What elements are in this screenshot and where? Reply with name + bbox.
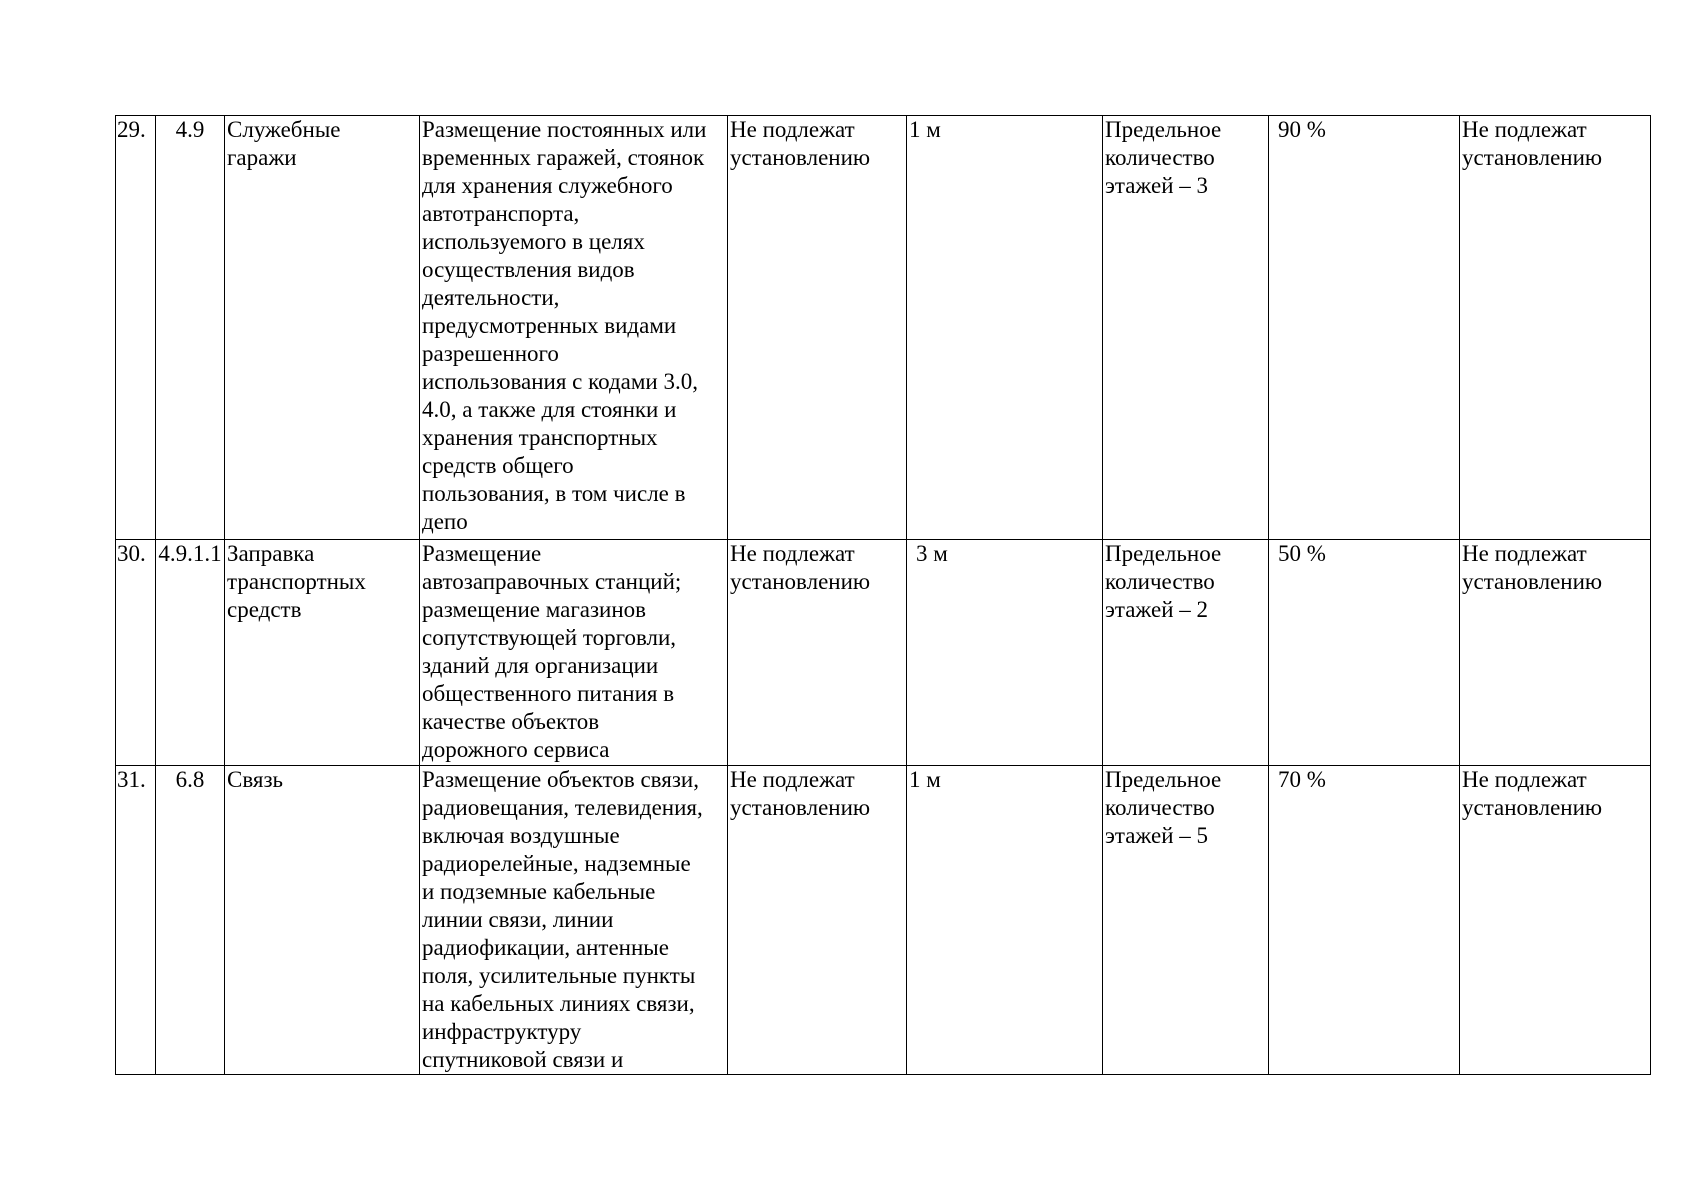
cell-col9: Не подлежат установлению — [1460, 540, 1651, 766]
row-number: 31. — [116, 766, 156, 1075]
row-number: 30. — [116, 540, 156, 766]
cell-col8: 70 % — [1269, 766, 1460, 1075]
table-row — [116, 540, 1651, 766]
use-description: Размещение постоянных или временных гаражей, стоянок для хранения служебного автотранспорта, используемого в целях осуществления видов деятельности, предусмотренных видами разрешенного использования с кодами 3.0, 4.0, а также для стоянки и хранения транспортных средств общего пользования, в том числе в депо — [420, 116, 728, 540]
use-name: Служебные гаражи — [225, 116, 420, 540]
cell-col5: Не подлежат установлению — [728, 116, 907, 540]
use-name: Связь — [225, 766, 420, 1075]
use-description: Размещение объектов связи, радиовещания, телевидения, включая воздушные радиорелейные, надземные и подземные кабельные линии связи, линии радиофикации, антенные поля, усилительные пункты на кабельных линиях связи, инфраструктуру спутниковой связи и — [420, 766, 728, 1075]
cell-col9: Не подлежат установлению — [1460, 116, 1651, 540]
use-code: 4.9.1.1 — [156, 540, 225, 766]
land-use-table — [115, 115, 1651, 1075]
cell-col8: 90 % — [1269, 116, 1460, 540]
use-code: 4.9 — [156, 116, 225, 540]
use-description: Размещение автозаправочных станций; размещение магазинов сопутствующей торговли, зданий для организации общественного питания в качестве объектов дорожного сервиса — [420, 540, 728, 766]
cell-col5: Не подлежат установлению — [728, 540, 907, 766]
cell-col6: 1 м — [907, 116, 1103, 540]
row-number: 29. — [116, 116, 156, 540]
cell-col8: 50 % — [1269, 540, 1460, 766]
cell-col7: Предельное количество этажей – 2 — [1103, 540, 1269, 766]
table-row — [116, 766, 1651, 1075]
cell-col9: Не подлежат установлению — [1460, 766, 1651, 1075]
cell-col5: Не подлежат установлению — [728, 766, 907, 1075]
cell-col6: 1 м — [907, 766, 1103, 1075]
table-row — [116, 116, 1651, 540]
use-name: Заправка транспортных средств — [225, 540, 420, 766]
cell-col7: Предельное количество этажей – 3 — [1103, 116, 1269, 540]
use-code: 6.8 — [156, 766, 225, 1075]
cell-col6: 3 м — [907, 540, 1103, 766]
cell-col7: Предельное количество этажей – 5 — [1103, 766, 1269, 1075]
